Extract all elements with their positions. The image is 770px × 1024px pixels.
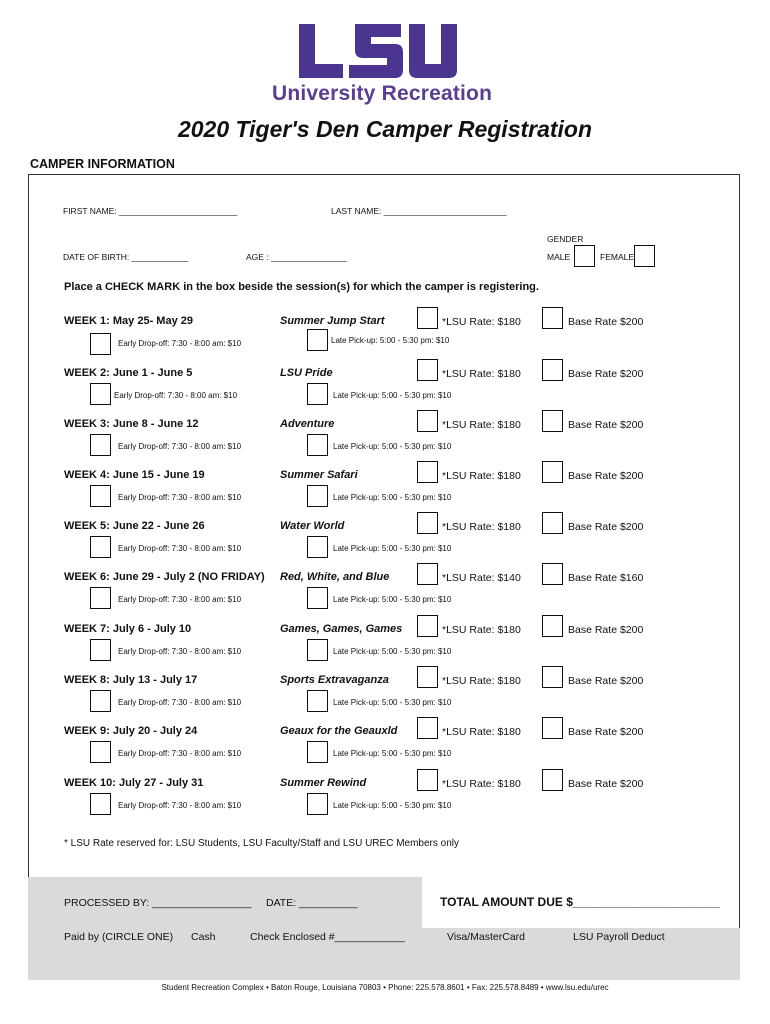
week-label: WEEK 4: June 15 - June 19 bbox=[64, 469, 205, 481]
lsu-rate-checkbox[interactable] bbox=[417, 512, 438, 534]
base-rate-label: Base Rate $200 bbox=[568, 675, 644, 687]
early-dropoff-label: Early Drop-off: 7:30 - 8:00 am: $10 bbox=[114, 391, 238, 400]
base-rate-checkbox[interactable] bbox=[542, 717, 563, 739]
late-pickup-checkbox[interactable] bbox=[307, 690, 328, 712]
week-label: WEEK 8: July 13 - July 17 bbox=[64, 674, 198, 686]
lsu-rate-label: *LSU Rate: $180 bbox=[442, 521, 521, 533]
late-pickup-label: Late Pick-up: 5:00 - 5:30 pm: $10 bbox=[333, 647, 452, 656]
late-pickup-label: Late Pick-up: 5:00 - 5:30 pm: $10 bbox=[333, 801, 452, 810]
base-rate-label: Base Rate $200 bbox=[568, 521, 644, 533]
rate-note: * LSU Rate reserved for: LSU Students, LSU Faculty/Staff and LSU UREC Members only bbox=[64, 838, 459, 849]
lsu-rate-checkbox[interactable] bbox=[417, 359, 438, 381]
early-dropoff-label: Early Drop-off: 7:30 - 8:00 am: $10 bbox=[118, 339, 242, 348]
office-gray-left bbox=[28, 877, 422, 980]
lsu-rate-label: *LSU Rate: $180 bbox=[442, 778, 521, 790]
first-name-field[interactable]: FIRST NAME: _________________________ bbox=[63, 206, 238, 216]
late-pickup-checkbox[interactable] bbox=[307, 383, 328, 405]
base-rate-label: Base Rate $200 bbox=[568, 419, 644, 431]
lsu-rate-label: *LSU Rate: $180 bbox=[442, 675, 521, 687]
week-theme: Adventure bbox=[280, 418, 335, 430]
pay-card-option[interactable]: Visa/MasterCard bbox=[447, 931, 526, 943]
week-label: WEEK 5: June 22 - June 26 bbox=[64, 520, 205, 532]
lsu-rate-label: *LSU Rate: $180 bbox=[442, 368, 521, 380]
late-pickup-label: Late Pick-up: 5:00 - 5:30 pm: $10 bbox=[333, 544, 452, 553]
base-rate-label: Base Rate $200 bbox=[568, 624, 644, 636]
lsu-rate-label: *LSU Rate: $140 bbox=[442, 572, 521, 584]
base-rate-label: Base Rate $200 bbox=[568, 470, 644, 482]
lsu-rate-checkbox[interactable] bbox=[417, 717, 438, 739]
week-label: WEEK 9: July 20 - July 24 bbox=[64, 725, 198, 737]
early-dropoff-checkbox[interactable] bbox=[90, 793, 111, 815]
week-theme: LSU Pride bbox=[280, 367, 333, 379]
lsu-rate-label: *LSU Rate: $180 bbox=[442, 726, 521, 738]
gender-male-label: MALE bbox=[547, 252, 571, 262]
early-dropoff-label: Early Drop-off: 7:30 - 8:00 am: $10 bbox=[118, 595, 242, 604]
early-dropoff-label: Early Drop-off: 7:30 - 8:00 am: $10 bbox=[118, 647, 242, 656]
early-dropoff-label: Early Drop-off: 7:30 - 8:00 am: $10 bbox=[118, 749, 242, 758]
week-label: WEEK 2: June 1 - June 5 bbox=[64, 367, 193, 379]
early-dropoff-checkbox[interactable] bbox=[90, 741, 111, 763]
early-dropoff-checkbox[interactable] bbox=[90, 434, 111, 456]
lsu-rate-checkbox[interactable] bbox=[417, 769, 438, 791]
page-title: 2020 Tiger's Den Camper Registration bbox=[177, 116, 593, 142]
week-theme: Water World bbox=[280, 520, 345, 532]
late-pickup-checkbox[interactable] bbox=[307, 434, 328, 456]
gender-female-checkbox[interactable] bbox=[634, 245, 655, 267]
footer-contact: Student Recreation Complex • Baton Rouge, Louisiana 70803 • Phone: 225.578.8601 • Fax: 225.578.8489 • www.lsu.edu/urec bbox=[161, 983, 609, 992]
week-theme: Games, Games, Games bbox=[280, 623, 403, 635]
lsu-rate-checkbox[interactable] bbox=[417, 307, 438, 329]
date-field[interactable]: DATE: __________ bbox=[266, 897, 358, 909]
late-pickup-label: Late Pick-up: 5:00 - 5:30 pm: $10 bbox=[333, 391, 452, 400]
week-label: WEEK 7: July 6 - July 10 bbox=[64, 623, 192, 635]
base-rate-label: Base Rate $200 bbox=[568, 726, 644, 738]
week-theme: Summer Safari bbox=[280, 469, 358, 481]
base-rate-checkbox[interactable] bbox=[542, 615, 563, 637]
week-theme: Red, White, and Blue bbox=[280, 571, 390, 583]
late-pickup-label: Late Pick-up: 5:00 - 5:30 pm: $10 bbox=[333, 595, 452, 604]
late-pickup-label: Late Pick-up: 5:00 - 5:30 pm: $10 bbox=[333, 749, 452, 758]
week-theme: Sports Extravaganza bbox=[280, 674, 389, 686]
week-theme: Summer Jump Start bbox=[280, 315, 385, 327]
week-theme: Geaux for the Geauxld bbox=[280, 725, 398, 737]
late-pickup-checkbox[interactable] bbox=[307, 536, 328, 558]
processed-by-field[interactable]: PROCESSED BY: _________________ bbox=[64, 897, 252, 909]
early-dropoff-label: Early Drop-off: 7:30 - 8:00 am: $10 bbox=[118, 544, 242, 553]
lsu-rate-checkbox[interactable] bbox=[417, 666, 438, 688]
early-dropoff-label: Early Drop-off: 7:30 - 8:00 am: $10 bbox=[118, 442, 242, 451]
early-dropoff-checkbox[interactable] bbox=[90, 333, 111, 355]
gender-label: GENDER bbox=[547, 234, 584, 244]
week-label: WEEK 6: June 29 - July 2 (NO FRIDAY) bbox=[64, 571, 265, 583]
late-pickup-label: Late Pick-up: 5:00 - 5:30 pm: $10 bbox=[331, 336, 450, 345]
early-dropoff-label: Early Drop-off: 7:30 - 8:00 am: $10 bbox=[118, 698, 242, 707]
lsu-rate-label: *LSU Rate: $180 bbox=[442, 624, 521, 636]
org-name: University Recreation bbox=[272, 82, 493, 105]
early-dropoff-label: Early Drop-off: 7:30 - 8:00 am: $10 bbox=[118, 801, 242, 810]
dob-field[interactable]: DATE OF BIRTH: ____________ bbox=[63, 252, 189, 262]
early-dropoff-checkbox[interactable] bbox=[90, 639, 111, 661]
early-dropoff-checkbox[interactable] bbox=[90, 485, 111, 507]
base-rate-checkbox[interactable] bbox=[542, 512, 563, 534]
week-label: WEEK 3: June 8 - June 12 bbox=[64, 418, 199, 430]
last-name-field[interactable]: LAST NAME: __________________________ bbox=[331, 206, 507, 216]
pay-cash-option[interactable]: Cash bbox=[191, 931, 216, 943]
late-pickup-checkbox[interactable] bbox=[307, 741, 328, 763]
late-pickup-label: Late Pick-up: 5:00 - 5:30 pm: $10 bbox=[333, 698, 452, 707]
lsu-rate-label: *LSU Rate: $180 bbox=[442, 316, 521, 328]
late-pickup-checkbox[interactable] bbox=[307, 329, 328, 351]
base-rate-checkbox[interactable] bbox=[542, 359, 563, 381]
gender-female-label: FEMALE bbox=[600, 252, 635, 262]
gender-male-checkbox[interactable] bbox=[574, 245, 595, 267]
pay-payroll-option[interactable]: LSU Payroll Deduct bbox=[573, 931, 665, 943]
base-rate-checkbox[interactable] bbox=[542, 307, 563, 329]
late-pickup-label: Late Pick-up: 5:00 - 5:30 pm: $10 bbox=[333, 442, 452, 451]
late-pickup-label: Late Pick-up: 5:00 - 5:30 pm: $10 bbox=[333, 493, 452, 502]
lsu-rate-checkbox[interactable] bbox=[417, 563, 438, 585]
base-rate-label: Base Rate $200 bbox=[568, 778, 644, 790]
late-pickup-checkbox[interactable] bbox=[307, 639, 328, 661]
lsu-logo bbox=[299, 24, 457, 78]
instruction-text: Place a CHECK MARK in the box beside the session(s) for which the camper is registering. bbox=[64, 281, 539, 293]
pay-check-option[interactable]: Check Enclosed #____________ bbox=[250, 931, 405, 943]
base-rate-label: Base Rate $160 bbox=[568, 572, 644, 584]
lsu-rate-label: *LSU Rate: $180 bbox=[442, 419, 521, 431]
base-rate-checkbox[interactable] bbox=[542, 461, 563, 483]
lsu-rate-label: *LSU Rate: $180 bbox=[442, 470, 521, 482]
early-dropoff-checkbox[interactable] bbox=[90, 587, 111, 609]
late-pickup-checkbox[interactable] bbox=[307, 485, 328, 507]
early-dropoff-checkbox[interactable] bbox=[90, 383, 111, 405]
total-amount-due[interactable]: TOTAL AMOUNT DUE $______________________ bbox=[440, 895, 720, 909]
early-dropoff-checkbox[interactable] bbox=[90, 536, 111, 558]
early-dropoff-checkbox[interactable] bbox=[90, 690, 111, 712]
early-dropoff-label: Early Drop-off: 7:30 - 8:00 am: $10 bbox=[118, 493, 242, 502]
paid-by-label: Paid by (CIRCLE ONE) bbox=[64, 931, 174, 943]
age-field[interactable]: AGE : ________________ bbox=[246, 252, 347, 262]
late-pickup-checkbox[interactable] bbox=[307, 587, 328, 609]
late-pickup-checkbox[interactable] bbox=[307, 793, 328, 815]
base-rate-checkbox[interactable] bbox=[542, 666, 563, 688]
lsu-rate-checkbox[interactable] bbox=[417, 615, 438, 637]
base-rate-label: Base Rate $200 bbox=[568, 368, 644, 380]
base-rate-checkbox[interactable] bbox=[542, 563, 563, 585]
base-rate-checkbox[interactable] bbox=[542, 769, 563, 791]
base-rate-label: Base Rate $200 bbox=[568, 316, 644, 328]
base-rate-checkbox[interactable] bbox=[542, 410, 563, 432]
lsu-rate-checkbox[interactable] bbox=[417, 410, 438, 432]
week-label: WEEK 1: May 25- May 29 bbox=[64, 315, 193, 327]
section-heading: CAMPER INFORMATION bbox=[30, 157, 175, 171]
week-theme: Summer Rewind bbox=[280, 777, 367, 789]
week-label: WEEK 10: July 27 - July 31 bbox=[64, 777, 204, 789]
lsu-rate-checkbox[interactable] bbox=[417, 461, 438, 483]
